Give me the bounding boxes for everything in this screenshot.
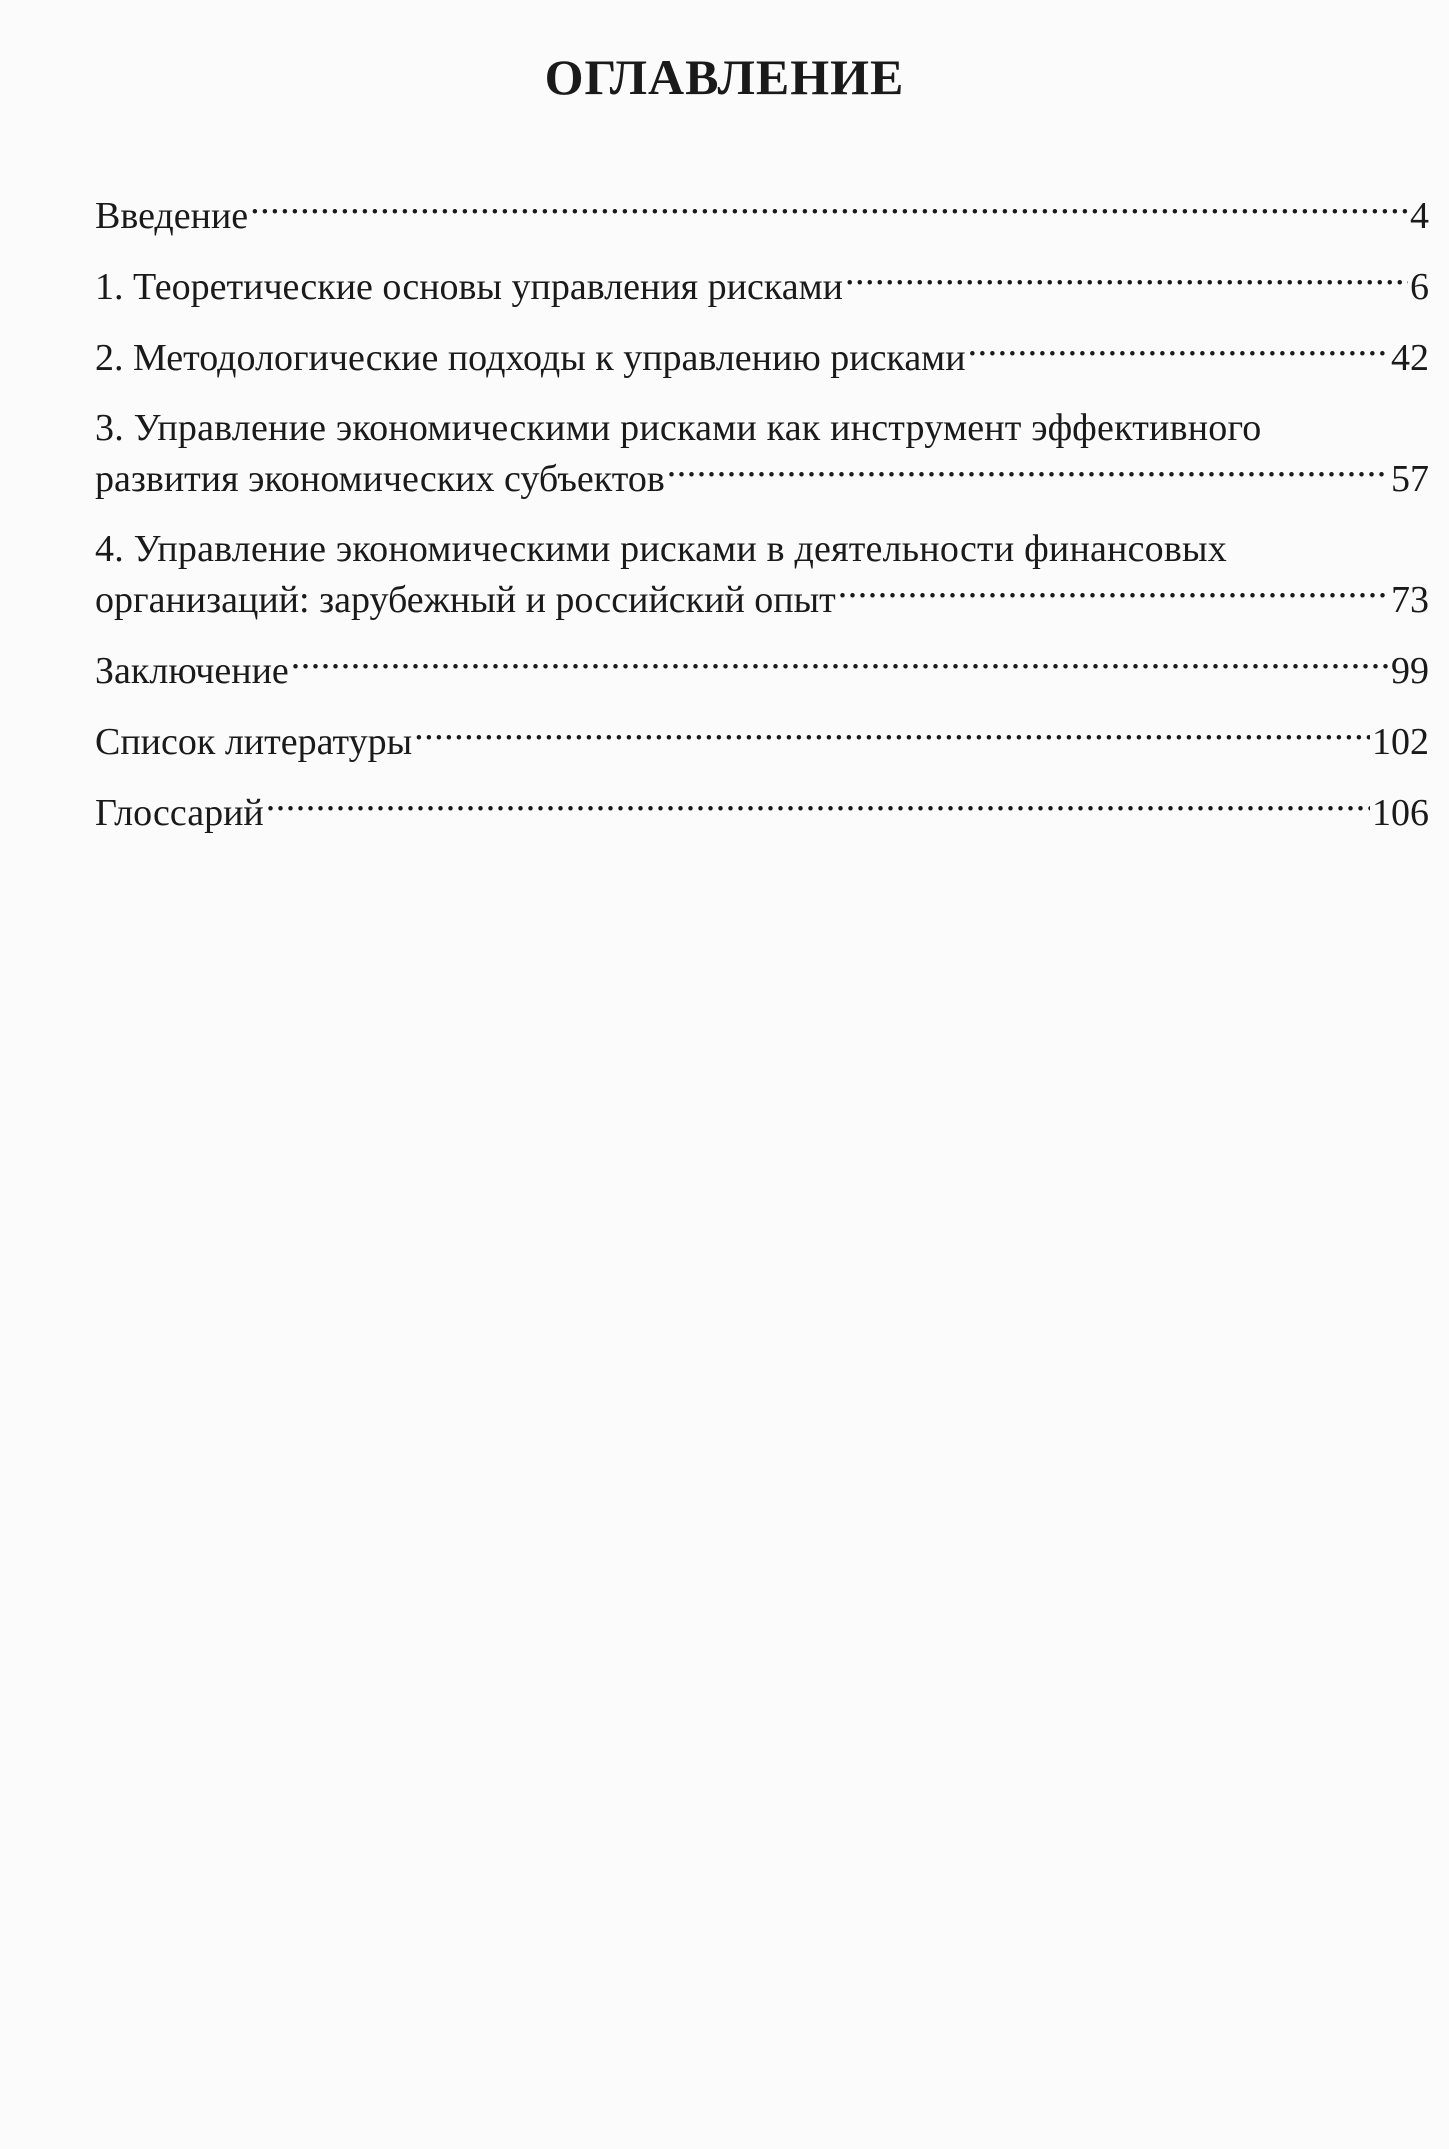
toc-leader-dots: [414, 716, 1370, 754]
toc-leader-dots: [250, 190, 1408, 228]
toc-page-number: 42: [1391, 337, 1429, 379]
toc-leader-dots: [291, 645, 1389, 683]
toc-leader-dots: [266, 787, 1370, 825]
toc-entry-chapter-3[interactable]: [95, 403, 1429, 504]
toc-page-number: 73: [1391, 579, 1429, 621]
toc-entry-text: Введение: [95, 195, 249, 237]
toc-entry-text: развития экономических субъектов: [95, 458, 665, 500]
toc-entry-chapter-4[interactable]: [95, 524, 1429, 625]
toc-title: ОГЛАВЛЕНИЕ: [544, 49, 905, 105]
toc-entry-text-line-1: 4. Управление экономическими рисками в деятельности финансовых: [95, 528, 1227, 570]
toc-entry-text-line-1: 3. Управление экономическими рисками как инструмент эффективного: [95, 407, 1262, 449]
toc-entry-glossary[interactable]: [95, 787, 1429, 838]
toc-entry-conclusion[interactable]: [95, 645, 1429, 696]
toc-page-number: 57: [1391, 458, 1429, 500]
toc-entry-text: 2. Методологические подходы к управлению рисками: [95, 337, 966, 379]
toc-page-number: 6: [1410, 266, 1429, 308]
toc-page-number: 99: [1391, 650, 1429, 692]
toc-leader-dots: [845, 261, 1408, 299]
toc-page-number: 102: [1372, 721, 1429, 763]
toc-entry-text: Глоссарий: [95, 792, 264, 834]
toc-list: [95, 190, 1429, 858]
toc-leader-dots: [667, 453, 1389, 491]
toc-page-number: 4: [1410, 195, 1429, 237]
toc-entry-text: Список литературы: [95, 721, 413, 763]
toc-entry-introduction[interactable]: [95, 190, 1429, 241]
toc-entry-chapter-1[interactable]: [95, 261, 1429, 312]
toc-page-number: 106: [1372, 792, 1429, 834]
toc-entry-text: 1. Теоретические основы управления рисками: [95, 266, 843, 308]
toc-entry-chapter-2[interactable]: [95, 332, 1429, 383]
toc-entry-references[interactable]: [95, 716, 1429, 767]
toc-leader-dots: [968, 332, 1389, 370]
toc-leader-dots: [838, 574, 1389, 612]
toc-entry-text: Заключение: [95, 650, 289, 692]
toc-entry-text: организаций: зарубежный и российский опыт: [95, 579, 836, 621]
